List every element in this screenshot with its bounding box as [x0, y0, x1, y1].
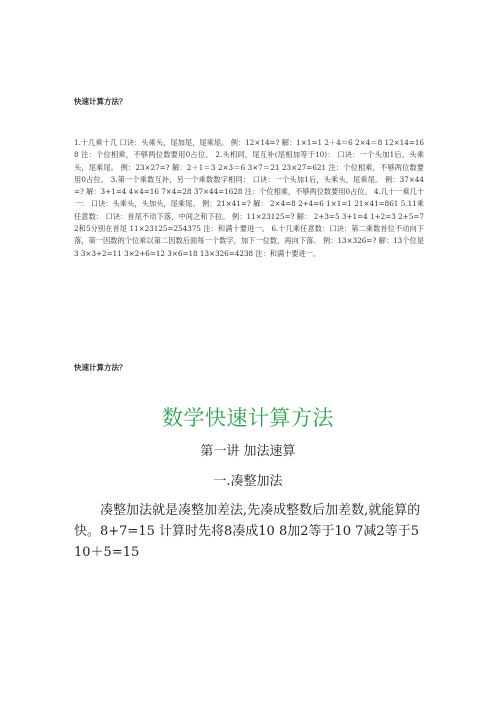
lecture-heading: 第一讲 加法速算 — [200, 444, 296, 459]
section-title-2: 快速计算方法？ — [74, 363, 127, 372]
sub-heading: 一.凑整加法 — [213, 474, 283, 489]
section-title-1: 快速计算方法？ — [74, 97, 127, 106]
intro-paragraph — [74, 500, 424, 563]
main-title: 数学快速计算方法 — [162, 406, 334, 430]
intro-paragraph-text: 凑整加法就是凑整加差法,先凑成整数后加差数,就能算的快。8+7=15 计算时先将8凑成10 8加2等于10 7减2等于5 10＋5=15 — [74, 503, 421, 560]
section-body-1: 1.十几乘十几 口诀：头乘头，尾加尾，尾乘尾。 例：12×14=? 解：1×1=1 2＋4＝6 2×4＝8 12×14=168 注：个位相乘，不够两位数要用0占位。 2.头相同，尾互补(尾相加等于10)： 口诀：一个头加1后，头乘头，尾乘尾。 例：23×27=? 解：2＋1＝3 2×3＝6 3×7＝21 23×27=621 注：个位相乘，不够两位数要用0占位。 3.第一个乘数互补，另一个乘数数字相同： 口诀：一个头加1后，头乘头，尾乘尾。 例：37×44=? 解：3+1=4 4×4=16 7×4=28 37×44=1628 注：个位相乘，不够两位数要用0占位。 4.几十一乘几十一： 口诀：头乘头，头加头，尾乘尾。 例：21×41=? 解： 2×4=8 2+4=6 1×1=1 21×41=861 5.11乘任意数： 口诀：首尾不动下落，中间之和下拉。 例：11×23125=? 解： 2+3=5 3+1=4 1+2=3 2+5=7 2和5分别在首尾 11×23125=254375 注：和满十要进一。 6.十几乘任意数：口诀：第二乘数首位不动向下落，第一因数的个位乘以第二因数后面每一个数字，加下一位数，再向下落。 例：13×326=? 解：13个位是3 3×3+2=11 3×2+6=12 3×6=18 13×326=4238 注：和满十要进一。 — [74, 138, 424, 258]
